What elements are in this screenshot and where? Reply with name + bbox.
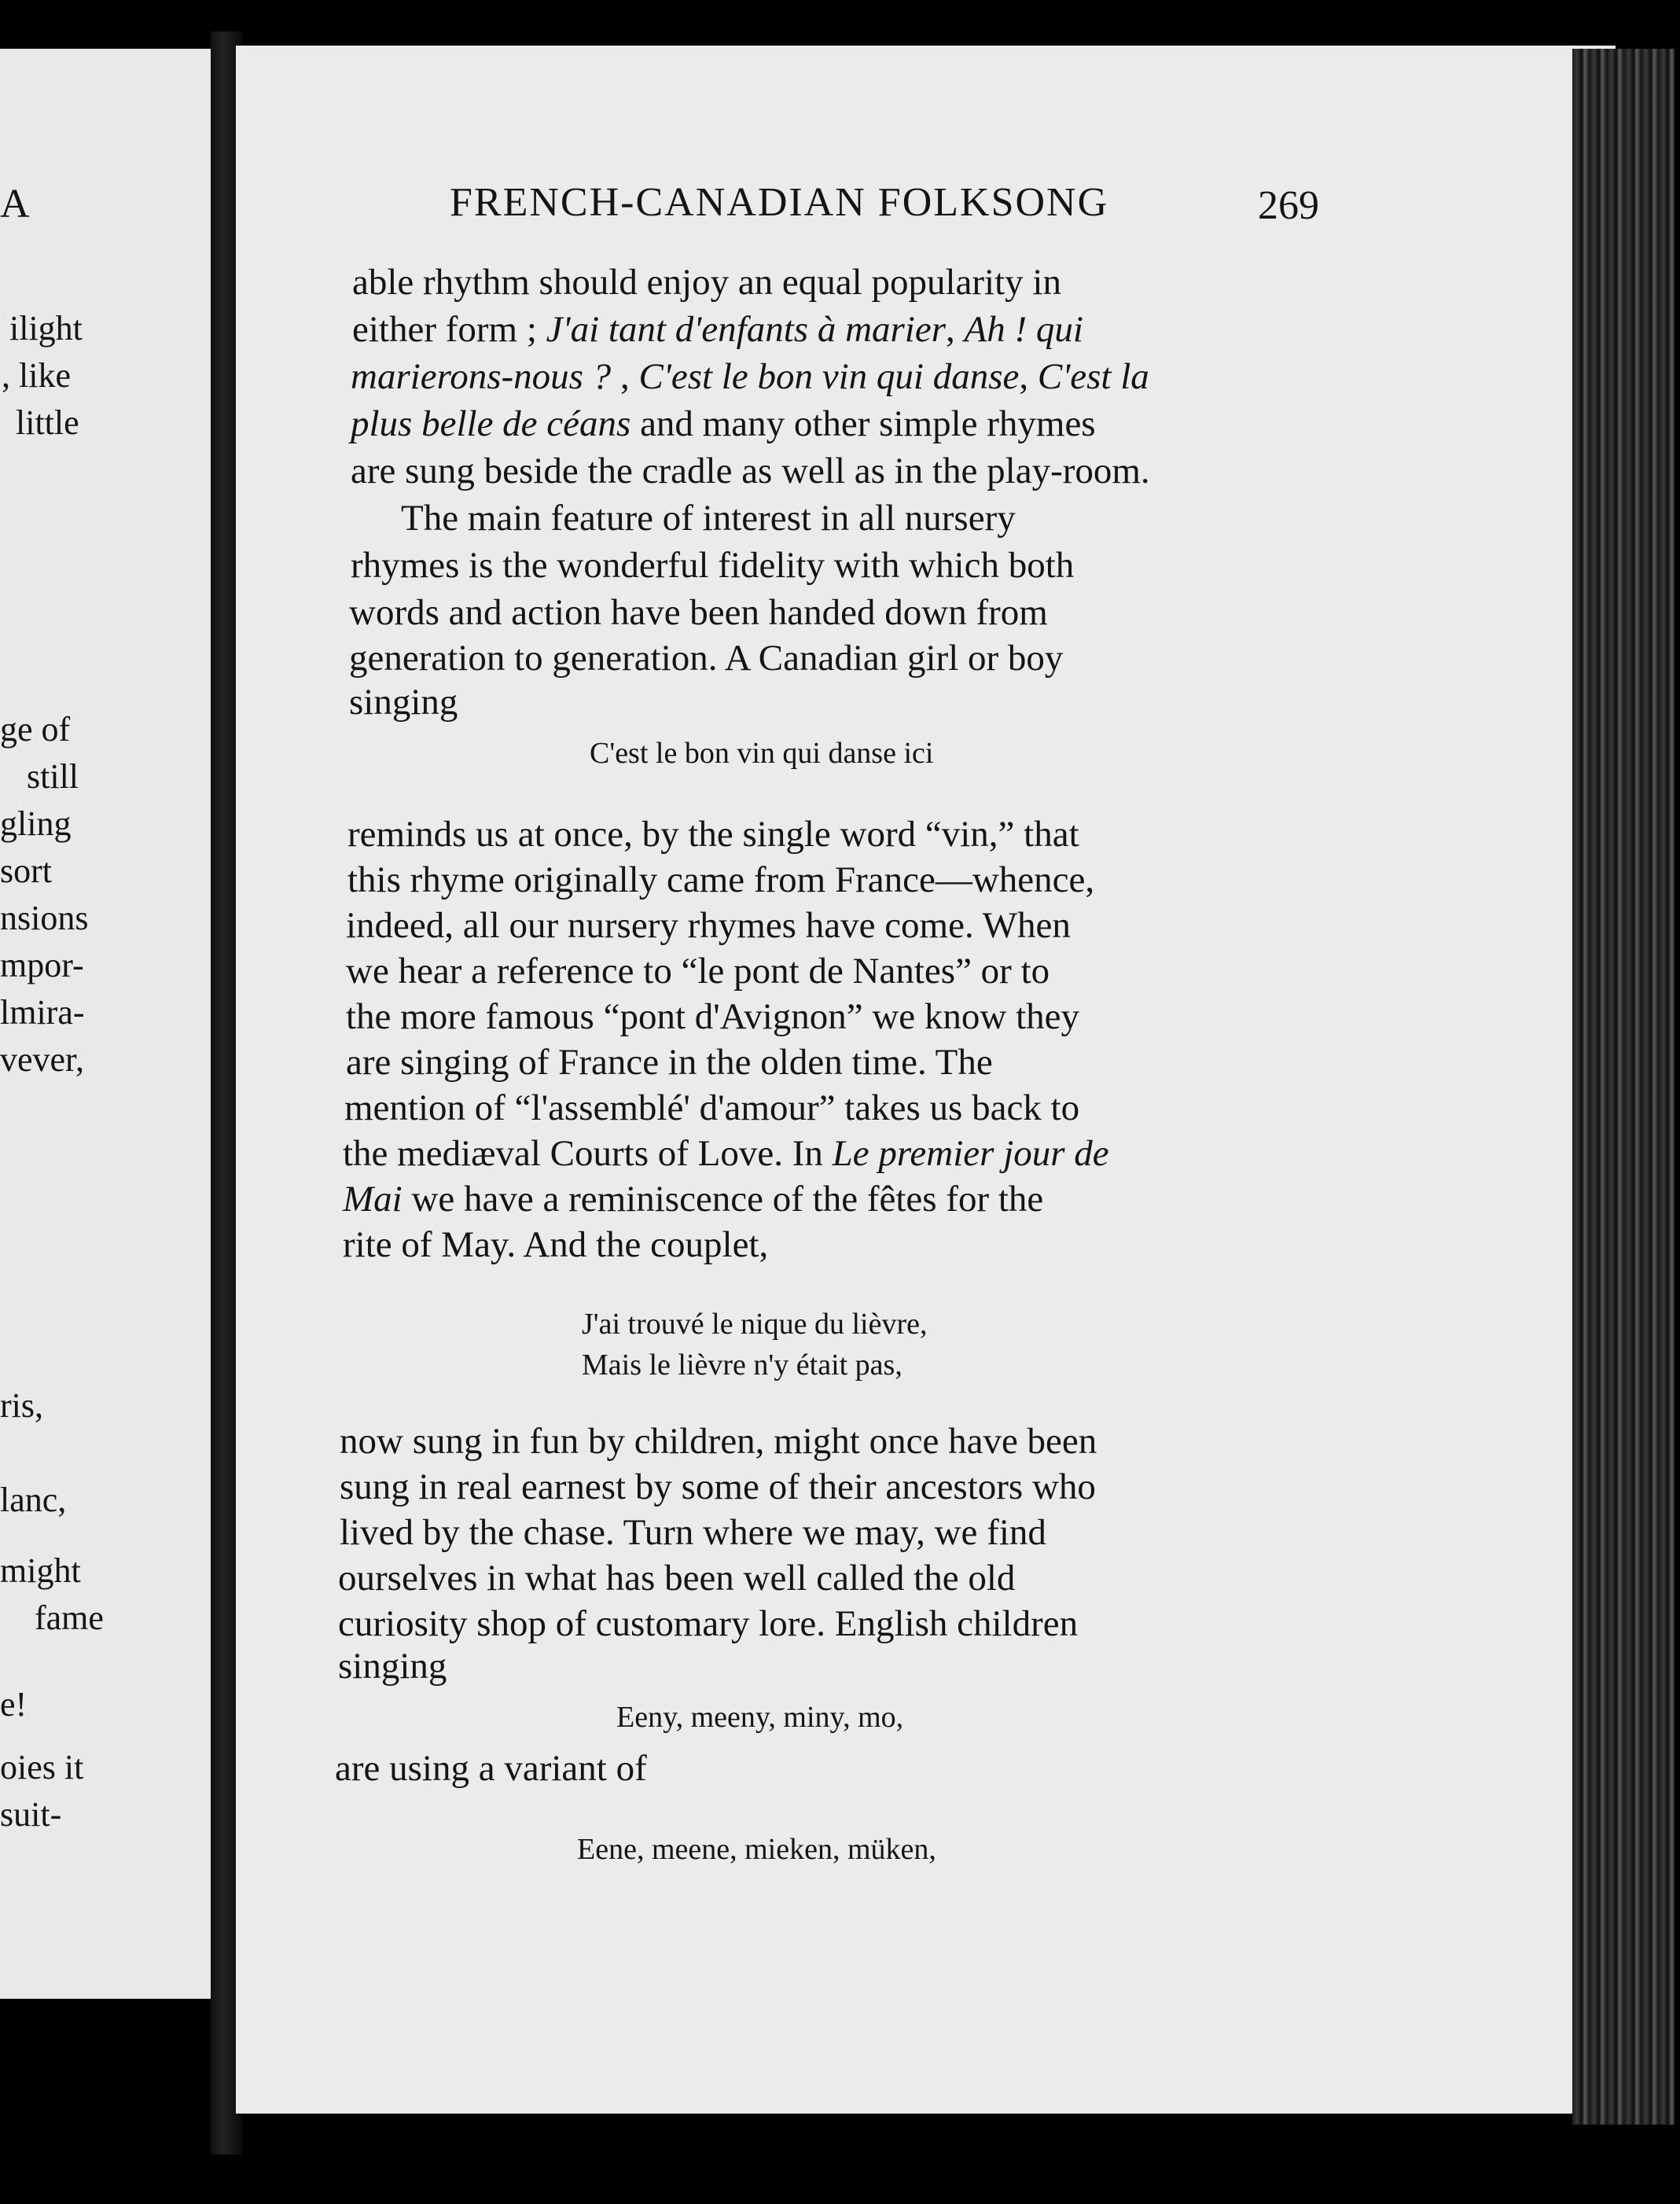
text-line: indeed, all our nursery rhymes have come. When [346,905,1071,946]
quoted-verse: Eeny, meeny, miny, mo, [616,1701,904,1734]
text-line [343,1176,1043,1222]
left-page-text: , like [2,356,71,395]
text-line: the more famous “pont d'Avignon” we know they [346,996,1080,1037]
song-title: C'est le bon vin qui danse [638,356,1020,397]
text-line: generation to generation. A Canadian girl or boy [349,638,1064,679]
text-line [351,354,1149,399]
left-page-text: ris, [0,1386,43,1425]
text-line: The main feature of interest in all nursery [401,498,1016,539]
left-page-text: A [0,182,30,226]
left-page-text: lanc, [0,1481,67,1519]
song-title: J'ai tant d'enfants à marier [546,309,947,350]
text-run: the mediæval Courts of Love. In [343,1133,833,1174]
left-page-text: ilight [9,309,83,348]
left-page [0,49,220,1999]
text-line: now sung in fun by children, might once have been [340,1421,1097,1462]
song-title: Ah ! qui [964,309,1083,350]
left-page-text: e! [0,1685,28,1724]
text-line: singing [338,1646,447,1687]
text-run: we have a reminiscence of the fêtes for the [402,1179,1044,1220]
text-line [343,1131,1109,1176]
left-page-text: suit- [0,1795,62,1834]
text-line: able rhythm should enjoy an equal popularity in [352,262,1061,303]
text-run: , [1019,356,1038,397]
left-page-text: gling [0,804,72,843]
text-line: this rhyme originally came from France—whence, [347,859,1095,900]
song-title: plus belle de céans [351,403,631,444]
text-line: ourselves in what has been well called the old [338,1558,1016,1599]
left-page-text: sort [0,852,52,890]
text-line: we hear a reference to “le pont de Nantes” or to [346,951,1050,992]
text-line: are singing of France in the olden time. The [346,1042,993,1083]
quoted-verse: C'est le bon vin qui danse ici [590,737,934,770]
text-line: lived by the chase. Turn where we may, we find [340,1512,1046,1553]
left-page-text: might [0,1551,81,1590]
text-line: rhymes is the wonderful fidelity with which both [351,545,1075,586]
text-run: , [946,309,965,350]
text-line: reminds us at once, by the single word “vin,” that [347,814,1079,855]
text-line: curiosity shop of customary lore. English children [338,1603,1079,1644]
page-edge [1572,49,1674,2125]
quoted-verse: Mais le lièvre n'y était pas, [582,1349,902,1382]
text-line: mention of “l'assemblé' d'amour” takes us back to [344,1087,1080,1128]
left-page-text: vever, [0,1040,84,1079]
song-title: Mai [343,1179,403,1220]
song-title: marierons-nous ? [351,356,612,397]
page-number: 269 [1258,183,1319,228]
text-line: rite of May. And the couplet, [343,1224,769,1265]
text-line [352,307,1083,352]
text-line: singing [349,682,458,723]
left-page-text: oies it [0,1748,84,1786]
running-head: FRENCH-CANADIAN FOLKSONG [450,180,1109,225]
text-line: are using a variant of [335,1748,647,1789]
text-line: sung in real earnest by some of their ancestors who [340,1466,1096,1507]
text-run: , [611,356,639,397]
text-line [351,401,1096,447]
left-page-text: fame [35,1599,104,1637]
left-page-text: lmira- [0,993,85,1032]
text-line: words and action have been handed down from [349,592,1048,633]
quoted-verse: J'ai trouvé le nique du lièvre, [582,1308,928,1341]
text-run: and many other simple rhymes [630,403,1096,444]
left-page-text: ge of [0,710,71,749]
left-page-text: little [16,403,79,442]
left-page-text: mpor- [0,946,84,984]
song-title: Le premier jour de [832,1133,1109,1174]
song-title: C'est la [1037,356,1149,397]
left-page-text: still [27,757,79,796]
quoted-verse: Eene, meene, mieken, müken, [577,1833,936,1866]
text-run: either form ; [352,309,546,350]
text-line: are sung beside the cradle as well as in the play-room. [351,451,1150,491]
left-page-text: nsions [0,899,89,937]
